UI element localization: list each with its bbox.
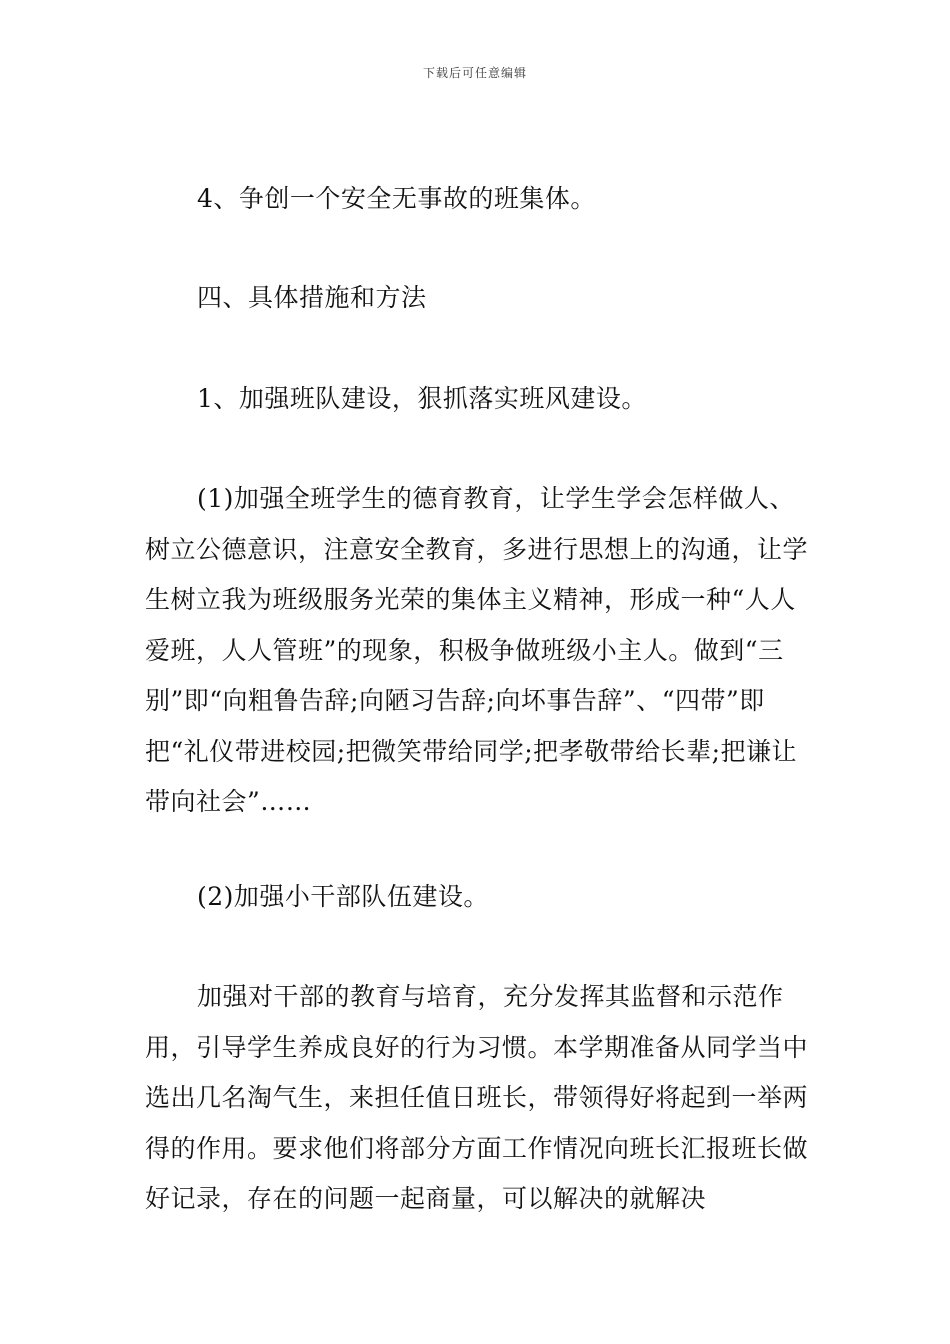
goal-item-4: 4、争创一个安全无事故的班集体。: [197, 184, 596, 213]
paragraph-cadre-training: 加强对干部的教育与培育，充分发挥其监督和示范作用，引导学生养成良好的行为习惯。本学期准备从同学当中选出几名淘气生，来担任值日班长，带领得好将起到一举两得的作用。要求他们将部分方面工作情况向班长汇报班长做好记录，存在的问题一起商量，可以解决的就解决: [145, 982, 809, 1213]
subsection-heading-cadre-building: (2)加强小干部队伍建设。: [197, 882, 489, 911]
paragraph-moral-education: (1)加强全班学生的德育教育，让学生学会怎样做人、树立公德意识，注意安全教育，多进行思想上的沟通，让学生树立我为班级服务光荣的集体主义精神，形成一种“人人爱班，人人管班”的现象，积极争做班级小主人。做到“三别”即“向粗鲁告辞;向陋习告辞;向坏事告辞”、“四带”即把“礼仪带进校园;把微笑带给同学;把孝敬带给长辈;把谦让带向社会”……: [145, 484, 809, 816]
page-header: 下载后可任意编辑: [422, 66, 527, 80]
section-heading-measures: 四、具体措施和方法: [197, 283, 427, 312]
subsection-heading-class-building: 1、加强班队建设，狠抓落实班风建设。: [197, 384, 647, 413]
